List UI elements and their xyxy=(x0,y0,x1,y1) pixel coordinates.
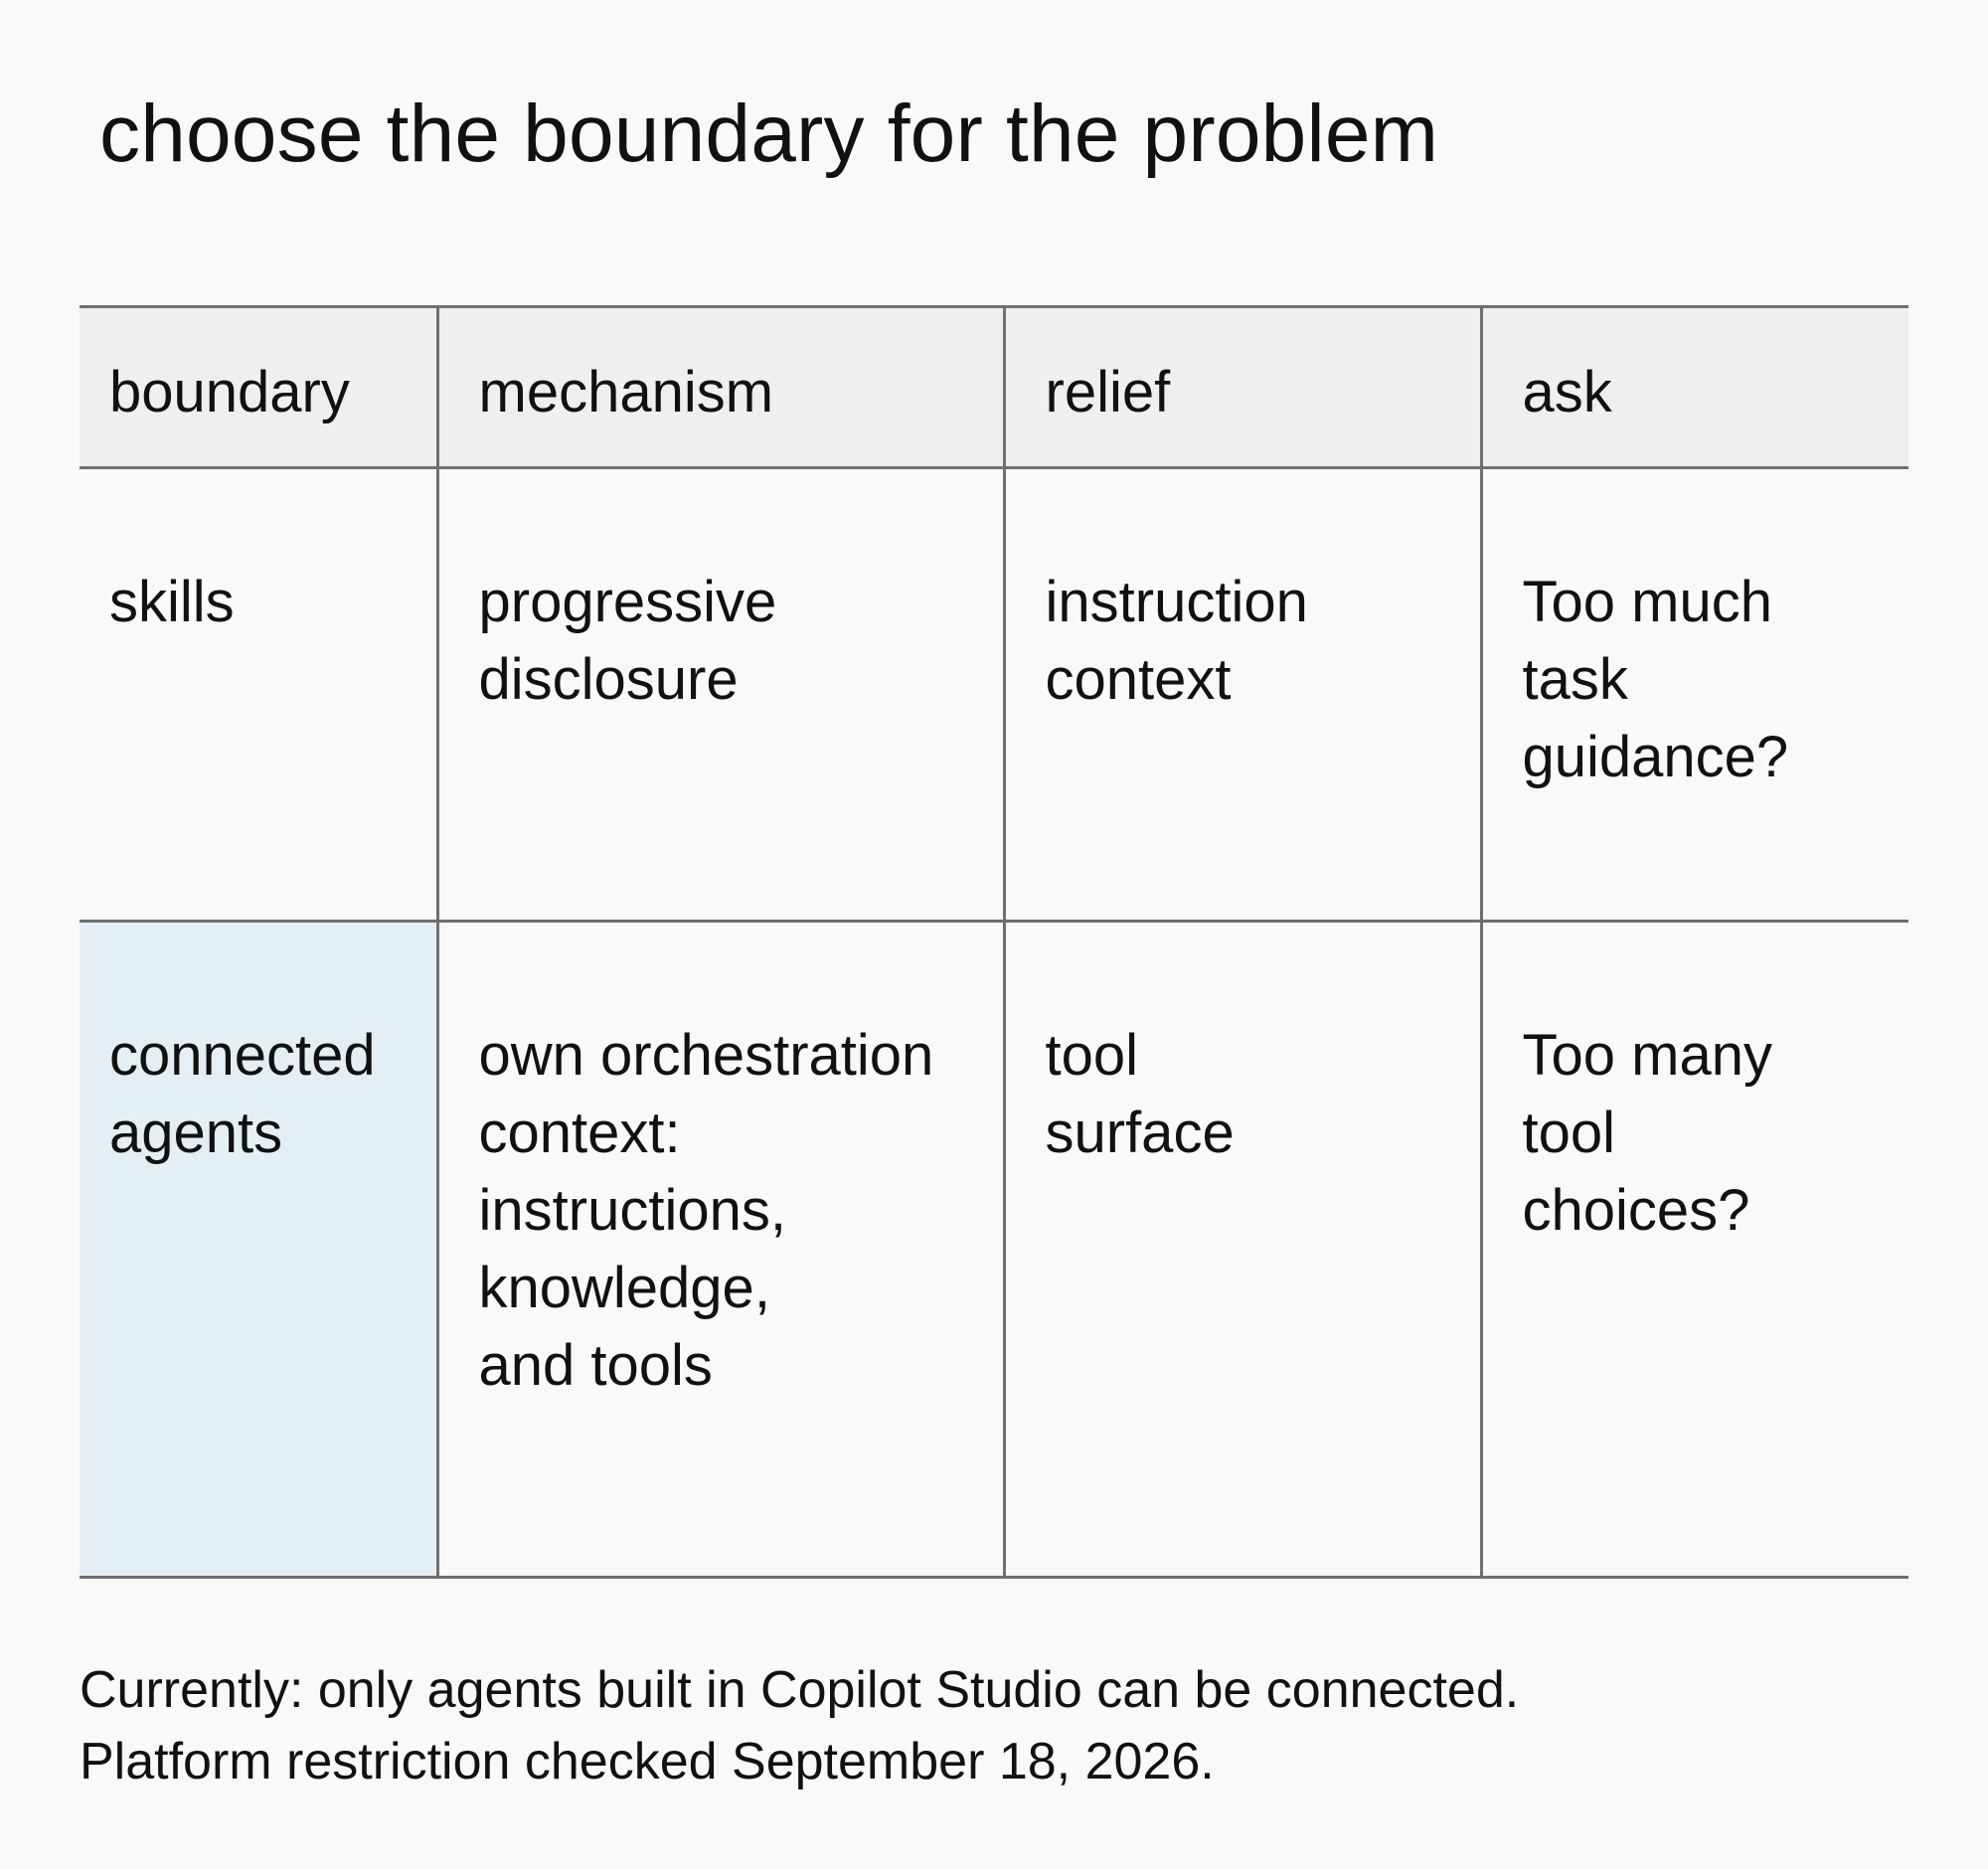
column-header-mechanism: mechanism xyxy=(437,307,1004,468)
table-row-skills xyxy=(80,468,1908,922)
table-row-connected-agents xyxy=(80,922,1908,1578)
footnote xyxy=(80,1654,1519,1797)
cell-boundary-skills: skills xyxy=(80,468,437,922)
cell-mechanism-connected-agents: own orchestration context: instructions, knowledge, and tools xyxy=(437,922,1004,1578)
cell-relief-connected-agents: tool surface xyxy=(1004,922,1481,1578)
cell-ask-skills: Too much task guidance? xyxy=(1481,468,1908,922)
page-title: choose the boundary for the problem xyxy=(99,88,1439,179)
cell-ask-connected-agents: Too many tool choices? xyxy=(1481,922,1908,1578)
column-header-relief: relief xyxy=(1004,307,1481,468)
column-header-ask: ask xyxy=(1481,307,1908,468)
cell-mechanism-skills: progressive disclosure xyxy=(437,468,1004,922)
column-header-boundary: boundary xyxy=(80,307,437,468)
boundary-table xyxy=(80,305,1908,1579)
footnote-line-restriction: Currently: only agents built in Copilot Studio can be connected. xyxy=(80,1661,1520,1719)
footnote-line-checked-date: Platform restriction checked September 18, 2026. xyxy=(80,1733,1215,1790)
cell-relief-skills: instruction context xyxy=(1004,468,1481,922)
cell-boundary-connected-agents: connected agents xyxy=(80,922,437,1578)
table-header-row xyxy=(80,307,1908,468)
